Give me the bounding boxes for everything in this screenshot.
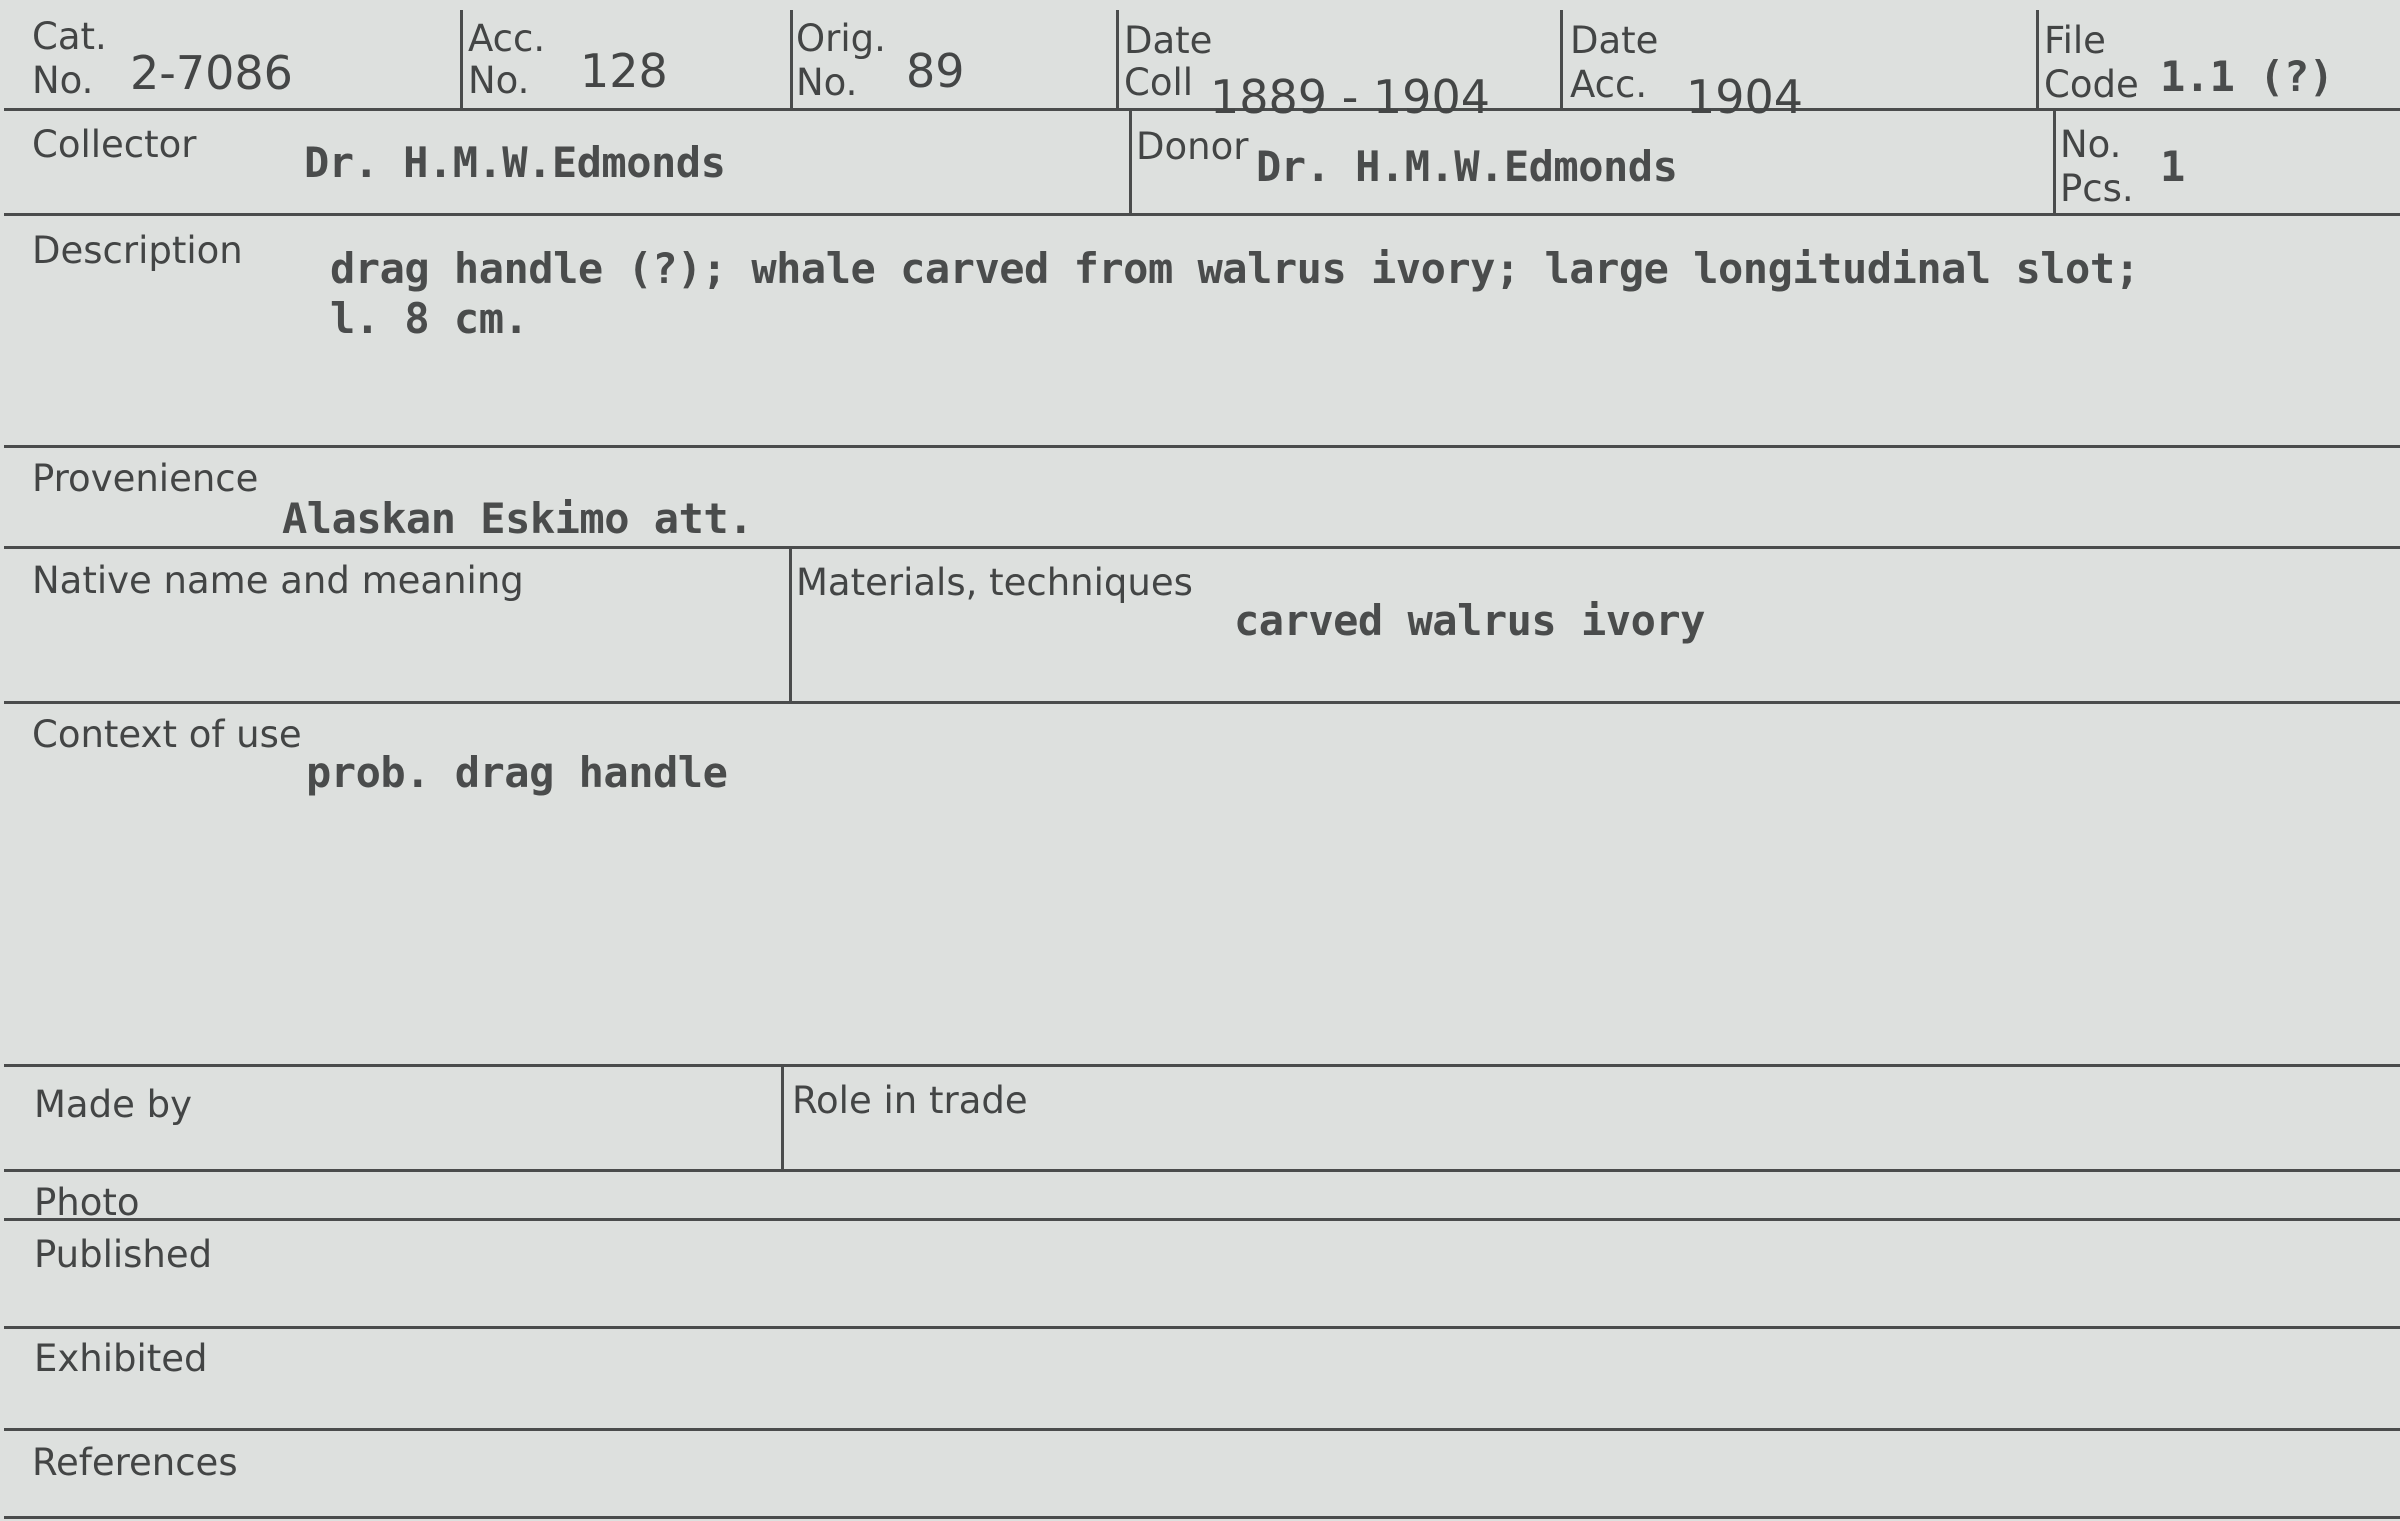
rule-description-bottom <box>4 445 2400 448</box>
rule-exhibited-bottom <box>4 1428 2400 1431</box>
rule-photo-bottom <box>4 1218 2400 1221</box>
cat-number: 2-7086 <box>130 46 293 100</box>
date-coll-label: Date <box>1124 19 1213 62</box>
photo-label: Photo <box>34 1181 140 1224</box>
acc-no-label: No. <box>468 59 530 102</box>
provenience-label: Provenience <box>32 457 259 500</box>
description-label: Description <box>32 229 243 272</box>
rule-madeby-bottom <box>4 1169 2400 1172</box>
rule-dateacc-file <box>2036 10 2039 108</box>
native-name-label: Native name and meaning <box>32 559 524 602</box>
rule-native-bottom <box>4 701 2400 704</box>
description-line-1: drag handle (?); whale carved from walrus ivory; large longitudinal slot; <box>330 244 2140 293</box>
donor-label: Donor <box>1136 125 1249 168</box>
collector-label: Collector <box>32 123 197 166</box>
exhibited-label: Exhibited <box>34 1337 208 1380</box>
orig-no-label: No. <box>796 61 858 104</box>
provenience-value: Alaskan Eskimo att. <box>282 494 753 543</box>
rule-donor-pieces <box>2053 108 2056 213</box>
collector-value: Dr. H.M.W.Edmonds <box>304 138 726 187</box>
context-label: Context of use <box>32 713 302 756</box>
file-code-value: 1.1 (?) <box>2160 52 2334 101</box>
context-value: prob. drag handle <box>306 748 728 797</box>
date-acc-value: 1904 <box>1686 70 1804 124</box>
rule-orig-datecoll <box>1116 10 1119 108</box>
cat-label: Cat. <box>32 15 107 58</box>
date-acc-label: Date <box>1570 19 1659 62</box>
rule-provenience-bottom <box>4 546 2400 549</box>
date-acc-sub-label: Acc. <box>1570 63 1648 106</box>
orig-label: Orig. <box>796 17 886 60</box>
pieces-pcs-label: Pcs. <box>2060 167 2134 210</box>
cat-no-label: No. <box>32 59 94 102</box>
rule-acc-orig <box>790 10 793 108</box>
orig-number: 89 <box>906 44 965 98</box>
acc-number: 128 <box>580 44 668 98</box>
role-in-trade-label: Role in trade <box>792 1079 1028 1122</box>
rule-published-bottom <box>4 1326 2400 1329</box>
file-label: File <box>2044 19 2106 62</box>
acc-label: Acc. <box>468 17 546 60</box>
rule-madeby-role <box>781 1064 784 1170</box>
donor-value: Dr. H.M.W.Edmonds <box>1256 142 1678 191</box>
date-coll-sub-label: Coll <box>1124 61 1194 104</box>
materials-label: Materials, techniques <box>796 561 1193 604</box>
published-label: Published <box>34 1233 213 1276</box>
rule-card-bottom <box>4 1516 2400 1519</box>
made-by-label: Made by <box>34 1083 192 1126</box>
rule-datecoll-dateacc <box>1560 10 1563 108</box>
description-line-2: l. 8 cm. <box>330 294 529 343</box>
references-label: References <box>32 1441 238 1484</box>
materials-value: carved walrus ivory <box>1234 596 1705 645</box>
pieces-no-label: No. <box>2060 123 2122 166</box>
rule-header-bottom <box>4 108 2400 111</box>
rule-collector-donor <box>1129 108 1132 213</box>
rule-cat-acc <box>460 10 463 108</box>
date-coll-value: 1889 - 1904 <box>1210 70 1490 124</box>
file-code-label: Code <box>2044 63 2139 106</box>
rule-context-bottom <box>4 1064 2400 1067</box>
rule-native-materials <box>789 546 792 702</box>
rule-collector-bottom <box>4 213 2400 216</box>
pieces-value: 1 <box>2160 142 2185 191</box>
